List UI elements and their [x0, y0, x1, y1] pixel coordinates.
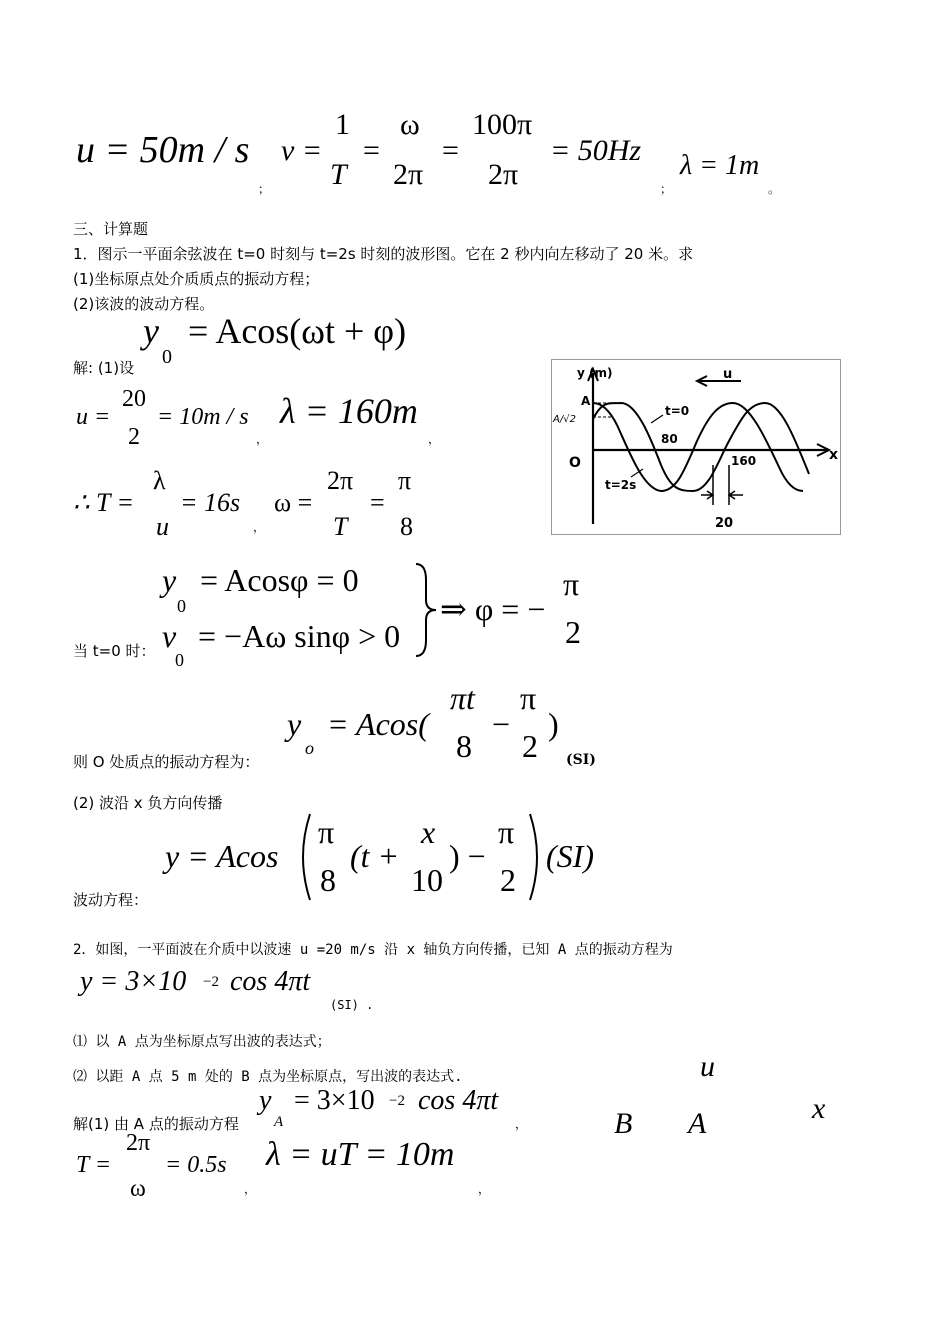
- origin-oscillation-label: 则 O 处质点的振动方程为：: [73, 753, 260, 771]
- frac-denominator: u: [156, 512, 169, 541]
- system-eq2-rhs: = −Aω sinφ > 0: [198, 618, 401, 654]
- frac-numerator: π: [318, 814, 335, 850]
- frac-denominator: T: [330, 158, 347, 191]
- label-80: 80: [661, 432, 678, 446]
- frac-denominator: 2: [565, 614, 581, 650]
- frac-numerator: 2π: [126, 1130, 151, 1156]
- wave-equation-label: 波动方程：: [73, 891, 149, 909]
- frac-denominator: 8: [400, 512, 413, 541]
- frac-denominator: ω: [130, 1176, 146, 1202]
- frac-denominator: 2: [128, 424, 140, 450]
- frequency-result: = 50Hz: [550, 134, 642, 167]
- subscript: 0: [175, 650, 184, 670]
- frac-numerator: π: [563, 566, 580, 602]
- condition-label: 当 t=0 时：: [73, 642, 156, 660]
- system-eq1-rhs: = Acosφ = 0: [200, 562, 359, 598]
- period-rhs: = 16s: [180, 488, 241, 517]
- subscript: A: [274, 1114, 284, 1130]
- wave-close-minus: ) −: [449, 838, 486, 874]
- figure-B-label: B: [614, 1107, 633, 1140]
- half-amplitude-label: A/√2: [553, 414, 576, 425]
- section-heading: 三、计算题: [73, 220, 149, 238]
- wave-time-term: (t +: [350, 838, 400, 874]
- label-20: 20: [715, 516, 734, 531]
- frac-numerator: π: [520, 680, 537, 716]
- cos-term: cos 4πt: [230, 966, 311, 997]
- frac-numerator: 20: [122, 386, 146, 412]
- frac-numerator: ω: [400, 108, 420, 141]
- equals: =: [442, 134, 459, 167]
- separator: ；: [258, 182, 271, 196]
- separator: ，: [478, 1182, 491, 1196]
- subscript: 0: [177, 596, 186, 616]
- si-unit: (SI) .: [330, 998, 374, 1012]
- solution-label: 解: (1)设: [73, 359, 135, 377]
- ya-rhs: = 3×10: [294, 1085, 375, 1116]
- system-eq2-lhs: v: [162, 618, 177, 654]
- frac-denominator: 2π: [488, 158, 519, 191]
- close-paren: ): [548, 706, 559, 742]
- frac-numerator: λ: [153, 466, 166, 495]
- frac-denominator: 2: [522, 728, 538, 764]
- frac-numerator: π: [498, 814, 515, 850]
- problem-2-question-2: ⑵ 以距 A 点 5 m 处的 B 点为坐标原点，写出波的表达式.: [73, 1069, 463, 1085]
- frac-denominator: 2: [500, 862, 516, 898]
- waveform-figure: [551, 359, 841, 535]
- period-rhs: = 0.5s: [165, 1152, 227, 1178]
- origin-label: O: [569, 455, 581, 471]
- system-eq1-lhs: y: [162, 562, 177, 598]
- frac-denominator: 2π: [393, 158, 424, 191]
- separator: ，: [428, 432, 441, 446]
- solution-label: 解(1) 由 A 点的振动方程: [73, 1115, 239, 1133]
- left-paren-icon: [294, 812, 314, 902]
- problem-1-question-1: (1)坐标原点处介质质点的振动方程；: [73, 270, 320, 288]
- separator: ，: [256, 432, 269, 446]
- implies-phi: ⇒ φ = −: [440, 591, 546, 627]
- origin-oscillation-rhs: = Acos(: [327, 706, 429, 742]
- ya-lhs: y: [259, 1085, 272, 1116]
- subscript: o: [305, 738, 314, 758]
- problem-1-question-2: (2)该波的波动方程。: [73, 295, 215, 313]
- frequency-lhs: v =: [281, 134, 323, 167]
- figure-A-label: A: [688, 1107, 707, 1140]
- oscillation-rhs: = Acos(ωt + φ): [188, 311, 407, 351]
- cos-term: cos 4πt: [418, 1085, 499, 1116]
- subscript: 0: [162, 346, 172, 368]
- frac-numerator: 2π: [327, 466, 354, 495]
- exponent: −2: [389, 1093, 405, 1109]
- separator: ；: [660, 182, 673, 196]
- frac-denominator: T: [333, 512, 348, 541]
- velocity-label: u: [723, 367, 733, 382]
- problem-2-question-1: ⑴ 以 A 点为坐标原点写出波的表达式；: [73, 1034, 331, 1050]
- equals: =: [363, 134, 380, 167]
- origin-oscillation-lhs: y: [287, 706, 302, 742]
- period-lhs: ∴ T =: [73, 488, 135, 517]
- frac-numerator: πt: [450, 680, 475, 716]
- frac-numerator: π: [398, 466, 412, 495]
- period-mark: 。: [768, 182, 781, 196]
- oscillation-lhs: y: [143, 311, 159, 351]
- frac-numerator: 100π: [472, 108, 533, 141]
- period-lhs: T =: [76, 1152, 112, 1178]
- x-axis-label: x: [829, 447, 839, 463]
- frac-denominator: 10: [411, 862, 443, 898]
- wavelength-equation: λ = uT = 10m: [266, 1136, 455, 1173]
- point-a-equation: y = 3×10: [80, 966, 187, 997]
- figure-u-label: u: [700, 1050, 715, 1083]
- frac-numerator: x: [421, 814, 436, 850]
- label-160: 160: [731, 454, 757, 468]
- problem-1-statement: 1．图示一平面余弦波在 t=0 时刻与 t=2s 时刻的波形图。它在 2 秒内向左移动了 20 米。求: [73, 245, 694, 263]
- right-brace-icon: [410, 560, 440, 660]
- speed-equation: u = 50m / s: [76, 129, 250, 171]
- separator: ，: [515, 1117, 528, 1131]
- speed-lhs: u =: [76, 404, 111, 430]
- frac-denominator: 8: [456, 728, 472, 764]
- frac-denominator: 8: [320, 862, 336, 898]
- separator: ，: [244, 1182, 257, 1196]
- t2-label: t=2s: [605, 478, 637, 492]
- omega-lhs: ω =: [274, 488, 313, 517]
- equals: =: [370, 488, 385, 517]
- separator: ，: [253, 520, 266, 534]
- figure-x-label: x: [812, 1092, 826, 1125]
- right-paren-icon: [526, 812, 546, 902]
- y-axis-label: y (m): [577, 366, 613, 380]
- problem-2-statement: 2．如图，一平面波在介质中以波速 u =20 m/s 沿 x 轴负方向传播，已知 A 点的振动方程为: [73, 942, 673, 958]
- wave-equation-lhs: y = Acos: [165, 838, 279, 874]
- minus: −: [492, 706, 511, 742]
- wavelength-equation: λ = 1m: [680, 150, 760, 181]
- exponent: −2: [203, 974, 219, 990]
- part-2-label: (2) 波沿 x 负方向传播: [73, 794, 223, 812]
- amplitude-label: A: [581, 394, 591, 408]
- t0-label: t=0: [665, 404, 690, 418]
- si-unit: (SI): [546, 838, 594, 874]
- si-unit: (SI): [566, 752, 596, 768]
- frac-numerator: 1: [335, 108, 350, 141]
- speed-rhs: = 10m / s: [157, 404, 249, 430]
- wavelength: λ = 160m: [280, 391, 418, 431]
